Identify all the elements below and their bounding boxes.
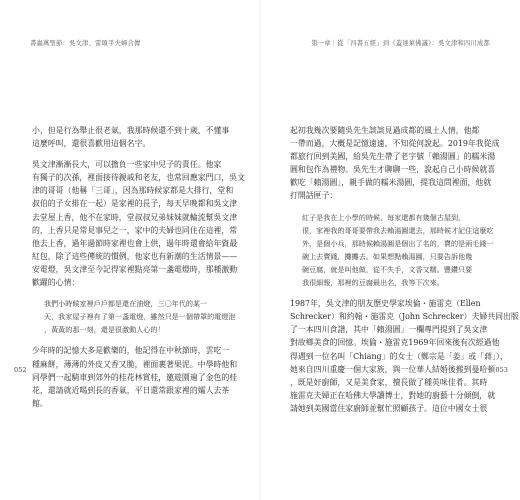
- left-paragraph-2: [32, 158, 246, 289]
- text-line: 同學們一起騎車到郊外的桂花林賞桂，邀遊園遍了金色的桂: [32, 372, 238, 382]
- text-line: 圓和包作為禮物。吳先生才聊聊一些，說起自己小時候就喜: [290, 165, 496, 175]
- right-page-number: 053: [495, 366, 508, 374]
- text-line: 小，但是行為舉止很老氣，我那時候還不到十歲，不懂事: [32, 126, 230, 135]
- text-line: 的，上香只是常見事兒之一，家中的夫婦也同住在這裡，常: [32, 225, 238, 235]
- quote-line: ，黃黃的那一刻，還是很激動人心的！: [44, 325, 165, 335]
- text-line: 花，還請就近喝到長的香氣，平日還常跟家裡的孀人去茶: [32, 385, 230, 395]
- quote-line: 碗豆腐，就是叫他做，從不失手，文香又糯。豐鑽只要: [302, 264, 473, 274]
- quote-line: 我們小時候家裡戶戶都是還在油燈，三〇年代的某一: [44, 299, 208, 309]
- text-line: 歡吃「賴湯圓」，親手做的糯米湯圓，提我這問裡面，他就: [290, 178, 492, 188]
- left-paragraph-1: [32, 124, 228, 150]
- text-line: 種麻餅，薄薄的外皮又香又脆，裡面裹著果泥。中學時他和: [32, 359, 238, 369]
- text-line: 都旅行回到美國，給吳先生帶了老字號「賴湯圓」的糯米湯: [290, 152, 496, 162]
- text-line: 吳文津漸漸長大，可以擔負一些家中兒子的責任。他家: [32, 160, 222, 170]
- left-paragraph-3: [32, 344, 238, 409]
- text-line: ，既是好廚師，又是美食家，擅長做了種英味佳肴。其時: [290, 377, 488, 387]
- text-line: 她來自四川重慶一個大家族，與一位華人結婚後搬到曼哈頓: [290, 364, 496, 374]
- text-line: 他去上香，過年過節時家裡也會上供，過年時還會給年資最: [32, 238, 238, 248]
- quote-line: 外，是個小兵，那時候賴湯圓是個出了名的，賣的是兩毛錢一: [302, 238, 494, 248]
- text-line: 少年時的記憶大多是歡樂的，他記得在中秋節時，雲吃一: [32, 346, 230, 356]
- text-line: 施雷克夫婦正在哈佛大學讀博士，對她的廚藝十分傾倒，就: [290, 390, 496, 400]
- quote-line: 碗上去賣錢，攤攤去。如果想點賴湯圓，只要告訴他幾: [302, 251, 473, 261]
- text-line: 打開話匣子：: [290, 191, 338, 201]
- text-line: 得遇到一位名叫「Chiang」的女士（鄭宗是「姜」或「蔣」），: [290, 351, 508, 361]
- left-running-head: 書蟲萬聖節：吳文津、雷頌平夫婦合傳: [30, 40, 141, 47]
- text-line: 津的哥哥（他稱「三哥」，因為那時候家都是大排行，堂和: [32, 186, 234, 196]
- text-line: 一帶而過，大概是記憶遠遠，不知從何說起。2019年我從成: [290, 139, 500, 149]
- right-paragraph-1: [290, 124, 500, 203]
- left-page-number: 052: [14, 366, 27, 374]
- quote-line: 很，家裡我的哥哥要帶我去賴湯圓還去，那時候才記住這麼吃: [302, 225, 494, 235]
- text-line: Schrecker）和約翰・施雷克（John Schrecker）夫婦共同出版: [290, 312, 519, 322]
- right-page: [260, 0, 520, 500]
- quote-line: 我很細報，那裡的豆腐最出名，我等下次來。: [302, 278, 444, 288]
- text-line: 紅包，除了這些傳統的慣例，他家也有新潮的生活情景——: [32, 251, 238, 261]
- text-line: 了一本四川食譜，其中「賴湯圓」一欄專門提到了吳文津: [290, 325, 488, 335]
- text-line: 有獨子的次孫，裡面接待親戚和老友，也常回應家門口，吳文: [32, 173, 246, 183]
- quote-line: 天，我家屋子裡有了第一盞電燈，雖然只是一個帶罩的電燈泡: [44, 312, 236, 322]
- text-line: 請她到美國當住家廚師並幫忙照顧孩子。這位中國女士很: [290, 403, 488, 413]
- text-line: 館。: [32, 398, 48, 408]
- right-block-quote: [290, 211, 494, 290]
- left-text-block: [32, 124, 246, 410]
- left-block-quote: [32, 297, 236, 336]
- text-line: 起初我幾次要隨吳先生談談見過成都的風土人情，他都: [290, 126, 480, 135]
- text-line: 對故鄉美食的回憶。埃倫・施雷克1969年回來後有次經過他: [290, 338, 500, 348]
- text-line: 去堂屋上香，他不在家時，堂叔叔兄弟妹妹就輪流幫吳文津: [32, 212, 238, 222]
- text-line: 1987年，吳文津的朋友歷史學家埃倫・施雷克（Ellen: [290, 299, 481, 309]
- text-line: 歡躍的心情：: [32, 278, 80, 288]
- right-running-head: 第一章｜從「四書五經」到《蓋達萊佛議》：吳文津和四川成都: [311, 40, 490, 47]
- text-line: 這麼呼叫，還很喜歡用這個名字。: [32, 139, 151, 149]
- quote-line: 紅子是我在上小學的時候，每家還都有幾個古屋到，: [302, 212, 466, 222]
- text-line: 叔伯的子女排在一起）是家裡的長子，每天早晚都和吳文津: [32, 199, 238, 209]
- text-line: 安電燈，吳文津至今記得家裡點亮第一盞電燈時，那種激動: [32, 264, 238, 274]
